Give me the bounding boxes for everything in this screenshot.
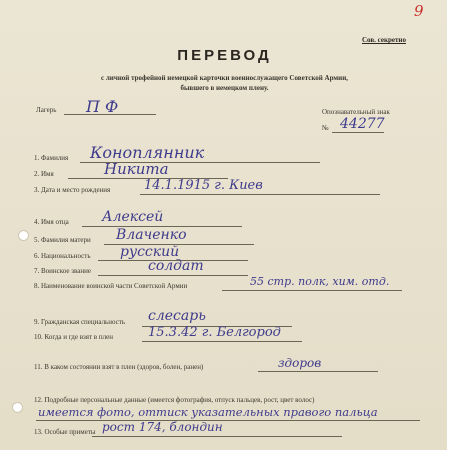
page-number: 9: [414, 2, 424, 20]
field-8-value: 55 стр. полк, хим. отд.: [250, 275, 390, 288]
field-4-label: 4. Имя отца: [34, 218, 69, 226]
field-8-line: [222, 290, 402, 291]
field-13-value: рост 174, блондин: [102, 420, 223, 434]
field-11-value: здоров: [278, 356, 322, 370]
field-10-label: 10. Когда и где взят в плен: [34, 333, 113, 341]
id-number-label: №: [322, 124, 329, 132]
field-2-label: 2. Имя: [34, 170, 54, 178]
field-9-label: 9. Гражданская специальность: [34, 318, 126, 326]
subtitle-line-2: бывшего в немецком плену.: [180, 84, 269, 92]
field-3-value: 14.1.1915 г. Киев: [144, 178, 263, 193]
field-11-label: 11. В каком состоянии взят в плен (здоров, болен, ранен): [34, 363, 204, 371]
classification-stamp: Сов. секретно: [362, 36, 406, 44]
field-7-label: 7. Воинское звание: [34, 267, 91, 275]
camp-value: П Ф: [86, 97, 119, 116]
field-7-value: солдат: [148, 258, 204, 274]
field-6-label: 6. Национальность: [34, 252, 91, 260]
field-1-label: 1. Фамилия: [34, 154, 69, 162]
field-4-value: Алексей: [102, 209, 164, 225]
field-10-line: [142, 341, 302, 342]
field-3-line: [140, 194, 380, 195]
field-12-value: имеется фото, оттиск указательных правого пальца: [38, 405, 378, 419]
field-6-value: русский: [120, 244, 180, 260]
field-5-label: 5. Фамилия матери: [34, 236, 91, 244]
field-2-value: Никита: [104, 160, 169, 178]
field-11-line: [258, 371, 378, 372]
punch-hole-top: [18, 230, 29, 241]
field-12-label: 12. Подробные персональные данные (имеется фотография, отпуск пальцев, рост, цвет волос): [34, 396, 315, 404]
field-13-label: 13. Особые приметы: [34, 428, 96, 436]
field-7-line: [98, 275, 248, 276]
field-12-line: [36, 420, 420, 421]
subtitle-line-1: с личной трофейной немецкой карточки военнослужащего Советской Армии,: [101, 74, 348, 82]
punch-hole-bottom: [12, 402, 23, 413]
camp-label: Лагерь: [36, 106, 57, 114]
field-13-line: [92, 436, 342, 437]
field-9-value: слесарь: [148, 308, 206, 324]
id-number-value: 44277: [340, 116, 385, 132]
field-10-value: 15.3.42 г. Белгород: [148, 325, 281, 340]
field-5-value: Влаченко: [116, 227, 187, 243]
field-1-value: Коноплянник: [90, 143, 205, 162]
document-title: ПЕРЕВОД: [177, 47, 272, 64]
id-sign-label: Опознавательный знак: [322, 108, 390, 116]
field-3-label: 3. Дата и место рождения: [34, 186, 111, 194]
field-8-label: 8. Наименование воинской части Советской Армии: [34, 282, 188, 290]
id-number-line: [332, 132, 384, 133]
